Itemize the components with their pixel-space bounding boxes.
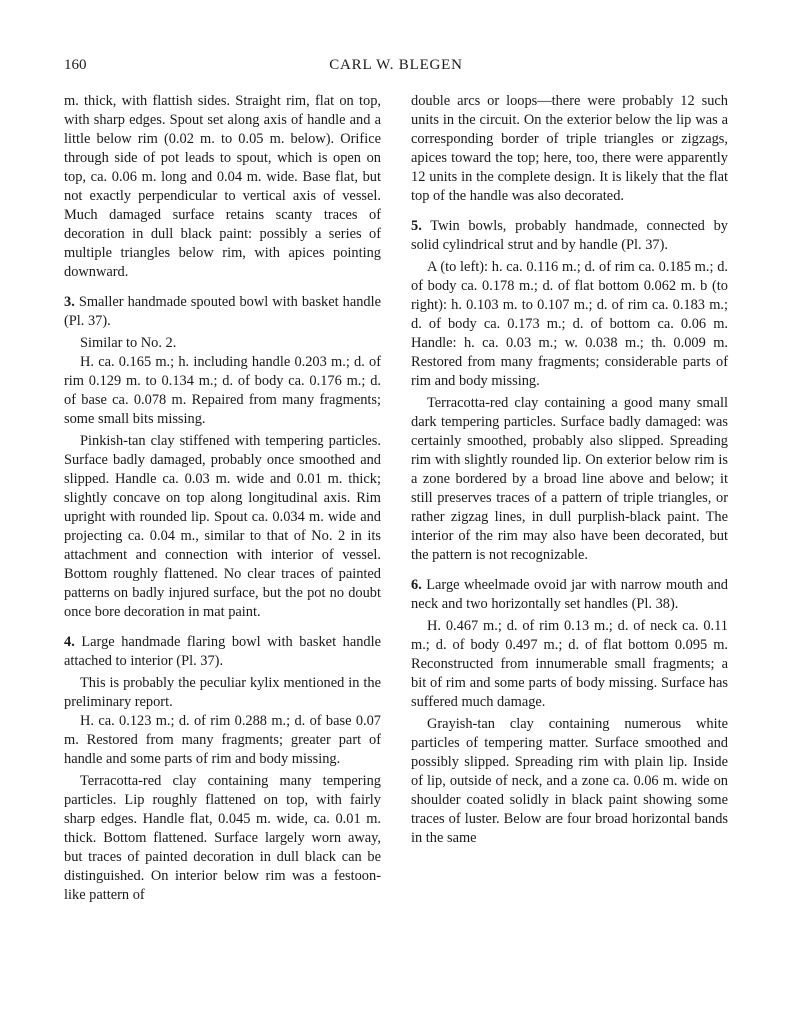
item-3-number: 3. <box>64 294 75 310</box>
item-3-title: Smaller handmade spouted bowl with basket handle (Pl. 37). <box>64 294 381 329</box>
item-3-measurements: H. ca. 0.165 m.; h. including handle 0.203 m.; d. of rim 0.129 m. to 0.134 m.; d. of body ca. 0.176 m.; d. of base ca. 0.078 m. Repaired from many fragments; some small bits missing. <box>64 354 381 427</box>
running-head: CARL W. BLEGEN <box>329 57 463 73</box>
item-4-title: Large handmade flaring bowl with basket handle attached to interior (Pl. 37). <box>64 634 381 669</box>
item-5-measurements: A (to left): h. ca. 0.116 m.; d. of rim ca. 0.185 m.; d. of body ca. 0.178 m.; d. of flat bottom 0.062 m. b (to right): h. 0.103 m. to 0.107 m.; d. of rim ca. 0.183 m.; d. of body ca. 0.173 m.; d. of bottom ca. 0.06 m. Handle: h. ca. 0.03 m.; w. 0.038 m.; th. 0.009 m. Restored from many fragments; considerable parts of rim and body missing. <box>411 259 728 389</box>
item-4-measurements: H. ca. 0.123 m.; d. of rim 0.288 m.; d. of base 0.07 m. Restored from many fragments; greater part of handle and some parts of rim and body missing. <box>64 713 381 767</box>
item-4-description: Terracotta-red clay containing many tempering particles. Lip roughly flattened on top, with fairly sharp edges. Handle flat, 0.045 m. wide, ca. 0.01 m. thick. Bottom flattened. Surface largely worn away, but traces of painted decoration in dull black can be distinguished. On interior below rim was a festoon-like pattern of <box>64 773 381 903</box>
page-header <box>64 57 728 81</box>
left-column <box>64 92 381 905</box>
item-6-heading <box>411 576 728 614</box>
item-3-similar: Similar to No. 2. <box>80 335 177 351</box>
item-4-heading <box>64 633 381 671</box>
item-6-measurements: H. 0.467 m.; d. of rim 0.13 m.; d. of neck ca. 0.11 m.; d. of body 0.497 m.; d. of flat bottom 0.095 m. Reconstructed from innumerable small fragments; a bit of rim and some parts of body missing. Surface has suffered much damage. <box>411 618 728 710</box>
item-5-title: Twin bowls, probably handmade, connected by solid cylindrical strut and by handle (Pl. 37). <box>411 218 728 253</box>
item-5-description: Terracotta-red clay containing a good many small dark tempering particles. Surface badly damaged: was certainly smoothed, probably also slipped. Spreading rim with slightly rounded lip. On exterior below rim is a zone bordered by a broad line above and below; it still preserves traces of a pattern of triple triangles, or rather zigzag lines, in dull purplish-black paint. The interior of the rim may also have been decorated, but the pattern is not recognizable. <box>411 395 728 563</box>
continuation-paragraph: double arcs or loops—there were probably 12 such units in the circuit. On the exterior below the lip was a corresponding border of triple triangles or zigzags, apices toward the top; here, too, there were apparently 12 units in the complete design. It is likely that the flat top of the handle was also decorated. <box>411 93 728 204</box>
item-5-number: 5. <box>411 218 422 234</box>
right-column <box>411 92 728 848</box>
item-6-description: Grayish-tan clay containing numerous white particles of tempering matter. Surface smoothed and possibly slipped. Spreading rim with plain lip. Inside of lip, outside of neck, and a zone ca. 0.06 m. wide on shoulder coated solidly in black paint showing some traces of luster. Below are four broad horizontal bands in the same <box>411 716 728 846</box>
item-5-heading <box>411 217 728 255</box>
item-3-description: Pinkish-tan clay stiffened with tempering particles. Surface badly damaged, probably once smoothed and slipped. Handle ca. 0.03 m. wide and 0.01 m. thick; slightly concave on top along longitudinal axis. Rim upright with rounded lip. Spout ca. 0.034 m. wide and projecting ca. 0.04 m., similar to that of No. 2 in its attachment and connection with interior of vessel. Bottom roughly flattened. No clear traces of painted patterns on badly injured surface, but the pot no doubt once bore decoration in mat paint. <box>64 433 381 620</box>
page-number: 160 <box>64 57 87 73</box>
item-4-number: 4. <box>64 634 75 650</box>
item-3-heading <box>64 293 381 331</box>
continuation-paragraph: m. thick, with flattish sides. Straight rim, flat on top, with sharp edges. Spout set along axis of handle and a little below rim (0.02 m. to 0.05 m. below). Orifice through side of pot leads to spout, which is open on top, ca. 0.06 m. long and 0.04 m. wide. Base flat, but not exactly perpendicular to vertical axis of vessel. Much damaged surface retains scanty traces of decoration in dull black paint: possibly a series of multiple triangles below rim, with apices pointing downward. <box>64 93 381 280</box>
item-4-note: This is probably the peculiar kylix mentioned in the preliminary report. <box>64 675 381 710</box>
item-6-title: Large wheelmade ovoid jar with narrow mouth and neck and two horizontally set handles (Pl. 38). <box>411 577 728 612</box>
item-6-number: 6. <box>411 577 422 593</box>
